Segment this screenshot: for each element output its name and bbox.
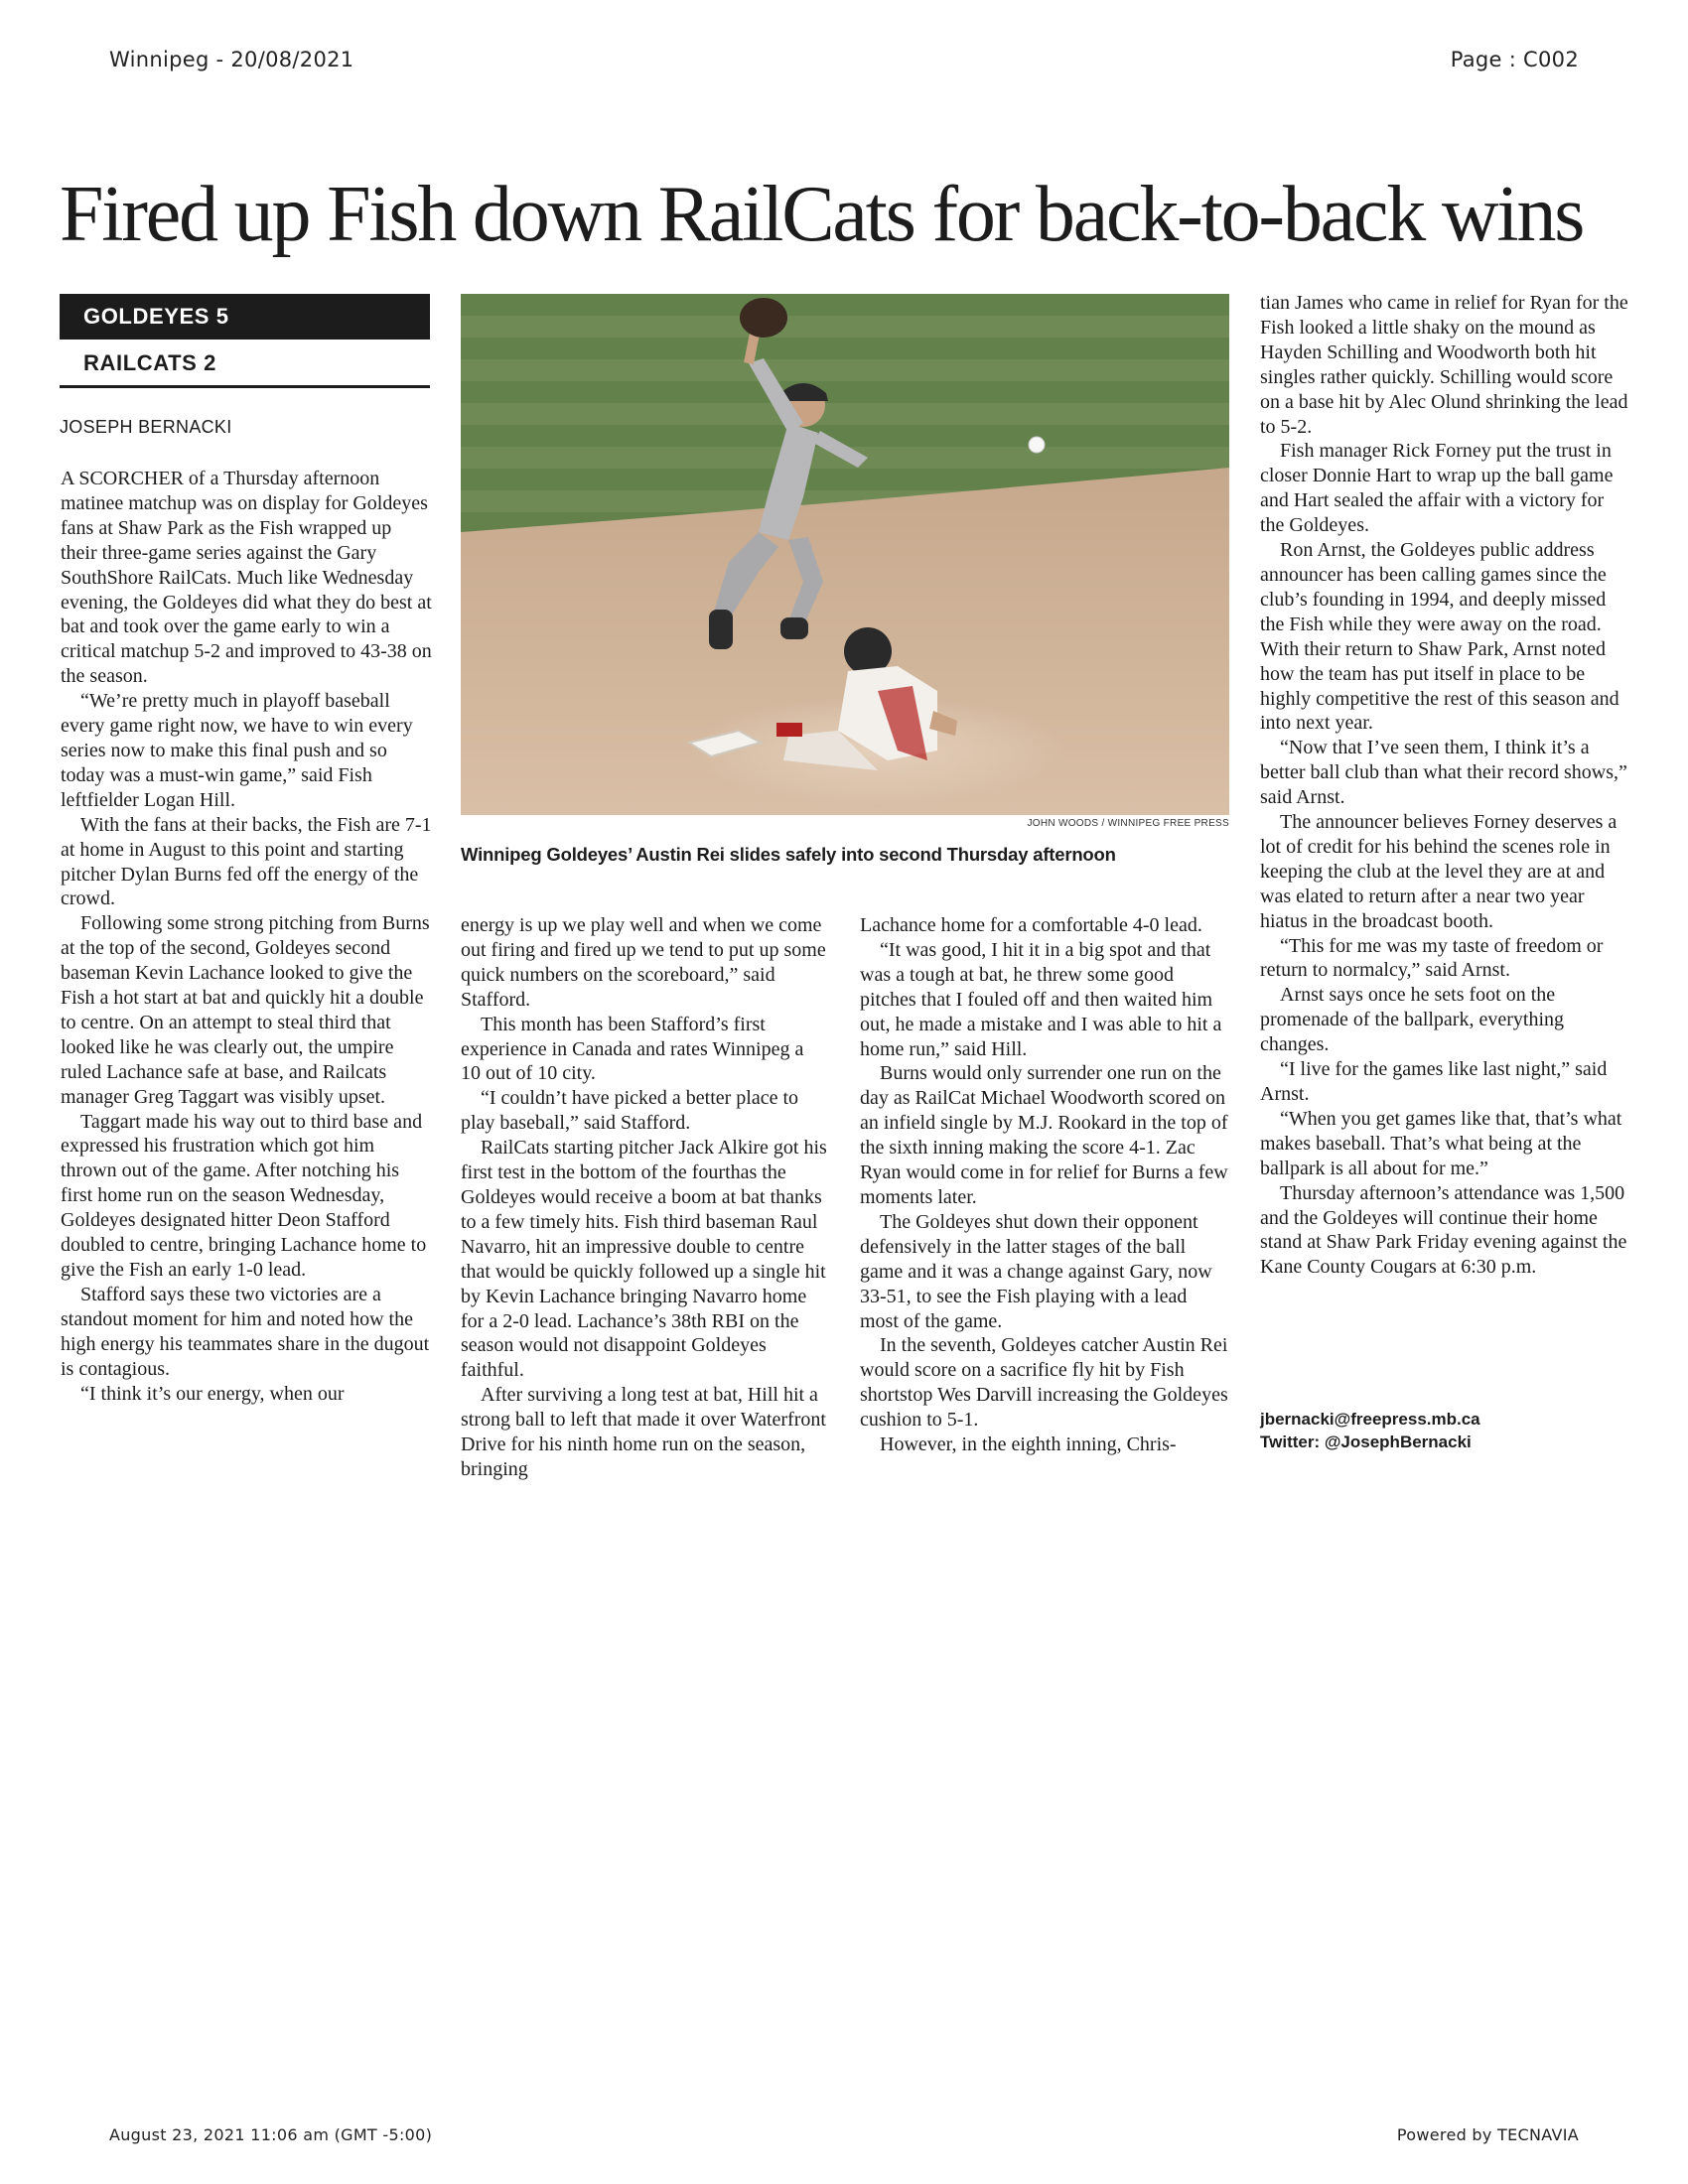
article-headline: Fired up Fish down RailCats for back-to-back wins bbox=[60, 171, 1584, 258]
paragraph: “I live for the games like last night,” said Arnst. bbox=[1260, 1058, 1608, 1105]
page-header-page-number: Page : C002 bbox=[1450, 48, 1579, 71]
paragraph: The announcer believes Forney deserves a lot of credit for his behind the scenes role in keeping the club at the level they are at and was elated to return after a near two year hiatus in the broadcast booth. bbox=[1260, 811, 1618, 932]
paragraph: tian James who came in relief for Ryan for the Fish looked a little shaky on the mound as Hayden Schilling and Woodworth both hit singles rather quickly. Schilling would score on a base hit by Alec Olund shrinking the lead to 5-2. bbox=[1260, 292, 1628, 438]
paragraph: Following some strong pitching from Burns at the top of the second, Goldeyes second baseman Kevin Lachance looked to give the Fish a hot start at bat and quickly hit a double to centre. On an attempt to steal third that looked like he was clearly out, the umpire ruled Lachance safe at base, and Railcats manager Greg Taggart was visibly upset. bbox=[61, 912, 430, 1108]
paragraph: Lachance home for a comfortable 4-0 lead. bbox=[860, 914, 1202, 936]
article-column-1 bbox=[61, 467, 432, 1406]
paragraph: “We’re pretty much in playoff baseball every game right now, we have to win every series now to make this final push and so today was a must-win game,” said Fish leftfielder Logan Hill. bbox=[61, 690, 413, 811]
paragraph: After surviving a long test at bat, Hill hit a strong ball to left that made it over Waterfront Drive for his ninth home run on the season, bringing bbox=[461, 1384, 826, 1480]
author-contact bbox=[1260, 1408, 1480, 1453]
footer-powered-by: Powered by TECNAVIA bbox=[1396, 2125, 1579, 2144]
page-header-edition: Winnipeg - 20/08/2021 bbox=[109, 48, 354, 71]
paragraph: Taggart made his way out to third base and expressed his frustration which got him thrown out of the game. After notching his first home run on the season Wednesday, Goldeyes designated hitter Deon Stafford doubled to centre, bringing Lachance home to give the Fish an early 1-0 lead. bbox=[61, 1110, 427, 1281]
paragraph: energy is up we play well and when we come out firing and fired up we tend to put up some quick numbers on the scoreboard,” said Stafford. bbox=[461, 914, 826, 1011]
paragraph: Stafford says these two victories are a standout moment for him and noted how the high energy his teammates share in the dugout is contagious. bbox=[61, 1283, 430, 1380]
article-column-4 bbox=[1260, 291, 1632, 1280]
paragraph: The Goldeyes shut down their opponent defensively in the latter stages of the ball game and it was a change against Gary, now 33-51, to see the Fish playing with a lead most of the game. bbox=[860, 1210, 1212, 1332]
baseball-slide-illustration bbox=[461, 294, 1229, 815]
paragraph: “I couldn’t have picked a better place to play baseball,” said Stafford. bbox=[461, 1087, 799, 1135]
scoreboard-winner: GOLDEYES 5 bbox=[60, 294, 430, 340]
photo-caption: Winnipeg Goldeyes’ Austin Rei slides safely into second Thursday afternoon bbox=[461, 844, 1116, 865]
paragraph: Fish manager Rick Forney put the trust in closer Donnie Hart to wrap up the ball game and Hart sealed the affair with a victory for the Goldeyes. bbox=[1260, 440, 1614, 537]
article-photo bbox=[461, 294, 1229, 815]
paragraph: A SCORCHER of a Thursday afternoon matinee matchup was on display for Goldeyes fans at Shaw Park as the Fish wrapped up their three-game series against the Gary SouthShore RailCats. Much like Wednesday evening, the Goldeyes did what they do best at bat and took over the game early to win a critical matchup 5-2 and improved to 43-38 on the season. bbox=[61, 468, 432, 688]
paragraph: However, in the eighth inning, Chris- bbox=[880, 1433, 1177, 1456]
scoreboard-loser: RAILCATS 2 bbox=[60, 340, 430, 388]
scoreboard bbox=[60, 294, 430, 388]
paragraph: “I think it’s our energy, when our bbox=[80, 1382, 345, 1405]
paragraph: “Now that I’ve seen them, I think it’s a better ball club than what their record shows,” said Arnst. bbox=[1260, 737, 1627, 809]
author-email: jbernacki@freepress.mb.ca bbox=[1260, 1410, 1480, 1429]
footer-timestamp: August 23, 2021 11:06 am (GMT -5:00) bbox=[109, 2125, 433, 2144]
paragraph: “When you get games like that, that’s what makes baseball. That’s what being at the ballpark is all about for me.” bbox=[1260, 1107, 1622, 1179]
paragraph: This month has been Stafford’s first experience in Canada and rates Winnipeg a 10 out of 10 city. bbox=[461, 1013, 804, 1085]
paragraph: “It was good, I hit it in a big spot and that was a tough at bat, he threw some good pitches that I fouled off and then waited him out, he made a mistake and I was able to hit a home run,” said Hill. bbox=[860, 938, 1222, 1060]
author-twitter: Twitter: @JosephBernacki bbox=[1260, 1433, 1472, 1451]
paragraph: Ron Arnst, the Goldeyes public address announcer has been calling games since the club’s founding in 1994, and deeply missed the Fish while they were away on the road. With their return to Shaw Park, Arnst noted how the team has put itself in place to be highly competitive the rest of this season and into next year. bbox=[1260, 539, 1619, 735]
paragraph: With the fans at their backs, the Fish are 7-1 at home in August to this point and starting pitcher Dylan Burns fed off the energy of the crowd. bbox=[61, 813, 432, 910]
article-byline: JOSEPH BERNACKI bbox=[60, 417, 232, 437]
paragraph: Arnst says once he sets foot on the promenade of the ballpark, everything changes. bbox=[1260, 984, 1564, 1056]
photo-credit: JOHN WOODS / WINNIPEG FREE PRESS bbox=[1027, 818, 1229, 829]
article-column-3 bbox=[860, 913, 1229, 1457]
paragraph: “This for me was my taste of freedom or return to normalcy,” said Arnst. bbox=[1260, 934, 1604, 982]
paragraph: Burns would only surrender one run on the day as RailCat Michael Woodworth scored on an infield single by M.J. Rookard in the top of the sixth inning making the score 4-1. Zac Ryan would come in for relief for Burns a few moments later. bbox=[860, 1062, 1228, 1208]
paragraph: RailCats starting pitcher Jack Alkire got his first test in the bottom of the fourthas the Goldeyes would receive a boom at bat thanks to a few timely hits. Fish third baseman Raul Navarro, hit an impressive double to centre that would be quickly followed up a single hit by Kevin Lachance bringing Navarro home for a 2-0 lead. Lachance’s 38th RBI on the season would not disappoint Goldeyes faithful. bbox=[461, 1137, 827, 1382]
paragraph: Thursday afternoon’s attendance was 1,500 and the Goldeyes will continue their home stand at Shaw Park Friday evening against the Kane County Cougars at 6:30 p.m. bbox=[1260, 1181, 1627, 1279]
article-column-2 bbox=[461, 913, 828, 1482]
paragraph: In the seventh, Goldeyes catcher Austin Rei would score on a sacrifice fly hit by Fish shortstop Wes Darvill increasing the Goldeyes cushion to 5-1. bbox=[860, 1334, 1228, 1432]
